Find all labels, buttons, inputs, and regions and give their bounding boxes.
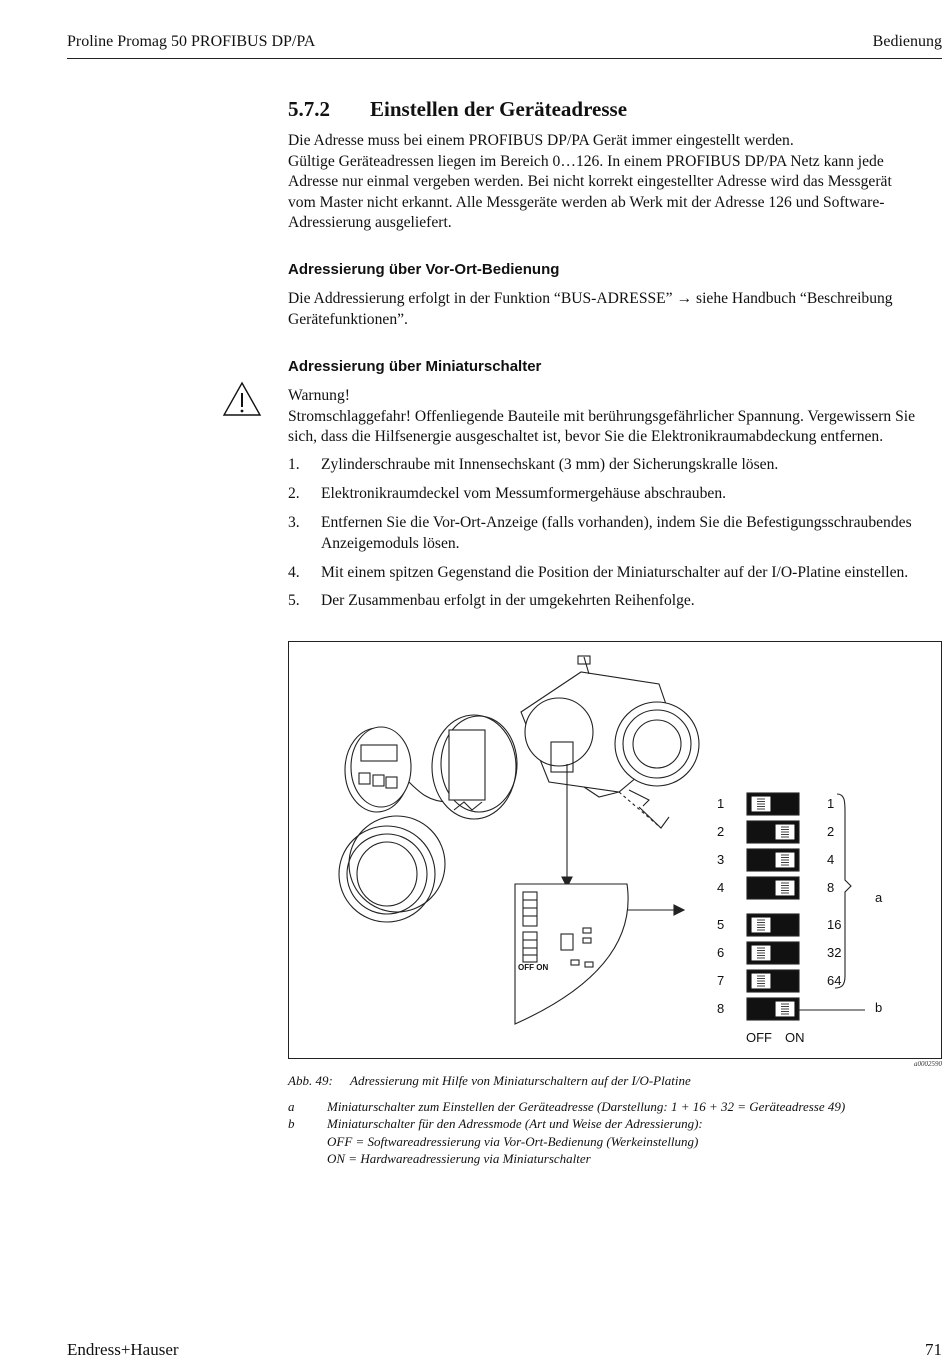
running-header-chapter: Bedienung (872, 33, 942, 50)
local-paragraph (288, 289, 943, 330)
list-item (288, 484, 943, 505)
figure-frame (288, 641, 942, 1059)
dip-switch-block (747, 793, 799, 1020)
warning-line: Stromschlaggefahr! Offenliegende Bauteile mit berührungsgefährlicher Spannung. Vergewissern Sie (288, 407, 916, 425)
figure-caption (288, 1072, 691, 1090)
step-text: Anzeigemoduls lösen. (321, 534, 460, 552)
legend-text: Miniaturschalter für den Adressmode (Art und Weise der Adressierung): (327, 1116, 703, 1131)
legend-b (288, 1115, 703, 1168)
switch-number: 1 (717, 796, 725, 811)
list-item (288, 563, 943, 584)
step-text: Elektronikraumdeckel vom Messumformergehäuse abschrauben. (321, 485, 727, 502)
warning-line: sich, dass die Hilfsenergie ausgeschaltet ist, bevor Sie die Elektronikraumabdeckung entfernen. (288, 428, 884, 446)
electronics-cover (432, 715, 517, 819)
list-item (288, 591, 943, 612)
legend-text: Miniaturschalter zum Einstellen der Geräteadresse (Darstellung: 1 + 16 + 32 = Geräteadresse 49) (327, 1099, 846, 1114)
local-line: Gerätefunktionen”. (288, 310, 408, 328)
mini-heading: Adressierung über Miniaturschalter (288, 358, 542, 375)
step-text: Mit einem spitzen Gegenstand die Position der Miniaturschalter auf der I/O-Platine einstellen. (321, 564, 909, 581)
intro-line: Adresse nur einmal vergeben werden. Bei nicht korrekt eingestellter Adresse wird das Messgerät (288, 173, 892, 191)
figure-id: a0002590 (914, 1060, 942, 1068)
switch-value: 8 (827, 880, 835, 895)
off-label: OFF (746, 1030, 772, 1045)
switch-value: 2 (827, 824, 835, 839)
legend-text: ON = Hardwareadressierung via Miniaturschalter (327, 1151, 591, 1166)
switch-number: 7 (717, 973, 725, 988)
step-number: 5. (288, 592, 300, 609)
caption-label: Abb. 49: (288, 1073, 333, 1088)
step-text: Der Zusammenbau erfolgt in der umgekehrten Reihenfolge. (321, 592, 695, 609)
intro-line: vom Master nicht erkannt. Alle Messgeräte werden ab Werk mit der Adresse 126 und Software- (288, 193, 885, 211)
local-line: Die Addressierung erfolgt in der Funktion “BUS-ADRESSE” → siehe Handbuch “Beschreibung (288, 290, 893, 307)
intro-line: Adressierung ausgeliefert. (288, 214, 452, 232)
switch-value: 4 (827, 852, 835, 867)
switch-number: 5 (717, 917, 725, 932)
section-title (288, 97, 627, 122)
local-heading: Adressierung über Vor-Ort-Bedienung (288, 261, 560, 278)
step-text: Entfernen Sie die Vor-Ort-Anzeige (falls vorhanden), indem Sie die Befestigungsschraubendes (321, 514, 912, 531)
label-a: a (875, 890, 883, 905)
step-number: 2. (288, 485, 300, 502)
step-number: 4. (288, 564, 300, 581)
legend-key: b (288, 1116, 295, 1131)
switch-number: 2 (717, 824, 725, 839)
footer-brand: Endress+Hauser (67, 1340, 179, 1359)
step-number: 3. (288, 514, 300, 531)
board-off-on-label: OFF ON (518, 963, 549, 972)
legend-a (288, 1098, 845, 1116)
switch-value: 16 (827, 917, 842, 932)
page-number: 71 (925, 1340, 942, 1359)
intro-paragraph (288, 131, 943, 234)
warning-icon (222, 381, 262, 417)
transmitter-housing (521, 656, 699, 828)
section-number: 5.7.2 (288, 97, 330, 121)
switch-number: 3 (717, 852, 725, 867)
list-item (288, 513, 943, 554)
step-text: Zylinderschraube mit Innensechskant (3 mm) der Sicherungskralle lösen. (321, 456, 779, 473)
intro-line: Gültige Geräteadressen liegen im Bereich 0…126. In einem PROFIBUS DP/PA Netz kann jede (288, 152, 884, 170)
device-illustration (289, 642, 941, 1058)
running-header-title: Proline Promag 50 PROFIBUS DP/PA (67, 33, 316, 50)
io-board (515, 884, 628, 1024)
legend-text: OFF = Softwareadressierung via Vor-Ort-Bedienung (Werkeinstellung) (327, 1133, 699, 1149)
cover-ring (339, 816, 445, 922)
legend-key: a (288, 1099, 295, 1114)
list-item (288, 455, 943, 476)
warning-title: Warnung! (288, 387, 350, 404)
caption-text: Adressierung mit Hilfe von Miniaturschaltern auf der I/O-Platine (350, 1073, 691, 1088)
switch-number: 6 (717, 945, 725, 960)
switch-number: 4 (717, 880, 725, 895)
step-number: 1. (288, 456, 300, 473)
label-b: b (875, 1000, 883, 1015)
on-label: ON (785, 1030, 805, 1045)
header-rule (67, 58, 942, 59)
intro-line: Die Adresse muss bei einem PROFIBUS DP/PA Gerät immer eingestellt werden. (288, 132, 794, 149)
section-heading: Einstellen der Geräteadresse (370, 97, 628, 121)
switch-number: 8 (717, 1001, 725, 1016)
switch-value: 1 (827, 796, 835, 811)
warning-block (288, 386, 943, 448)
switch-value: 64 (827, 973, 842, 988)
switch-value: 32 (827, 945, 842, 960)
